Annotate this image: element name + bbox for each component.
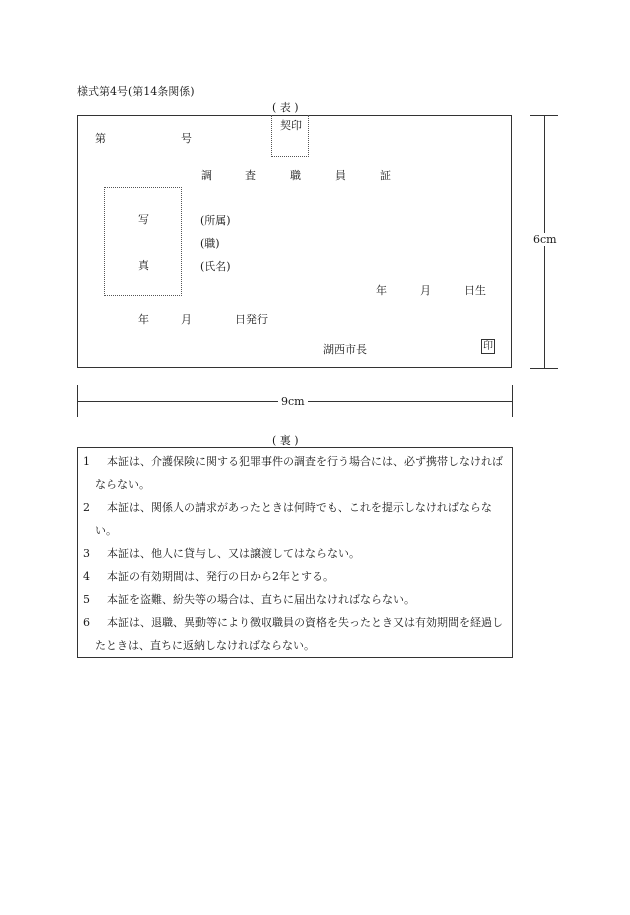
position-label: (職) bbox=[200, 237, 220, 250]
seal-stamp: 印 bbox=[483, 341, 493, 352]
front-side-label: ( 表 ) bbox=[272, 101, 299, 114]
rule-item-number: 3 bbox=[83, 547, 90, 560]
photo-label-char: 真 bbox=[138, 259, 149, 272]
height-dimension-tick-top bbox=[530, 115, 558, 116]
rule-item-number: 6 bbox=[83, 616, 90, 629]
rule-item-continuation: たときは、直ちに返納しなければならない。 bbox=[95, 639, 315, 652]
number-suffix: 号 bbox=[181, 132, 192, 145]
rule-item-text: 本証は、他人に貸与し、又は譲渡してはならない。 bbox=[107, 547, 360, 560]
form-title: 様式第4号(第14条関係) bbox=[77, 85, 195, 98]
height-dimension-label: 6cm bbox=[530, 233, 560, 246]
affiliation-label: (所属) bbox=[200, 214, 231, 227]
rule-item-text: 本証は、介護保険に関する犯罪事件の調査を行う場合には、必ず携帯しなければ bbox=[107, 455, 503, 468]
rule-item-number: 5 bbox=[83, 593, 90, 606]
rule-item-number: 4 bbox=[83, 570, 90, 583]
card-title-char: 職 bbox=[290, 169, 301, 182]
rule-item-text: 本証の有効期間は、発行の日から2年とする。 bbox=[107, 570, 334, 583]
photo-label-char: 写 bbox=[138, 213, 149, 226]
card-title-char: 証 bbox=[380, 169, 391, 182]
tally-stamp-label: 契印 bbox=[280, 119, 302, 132]
rule-item-continuation: い。 bbox=[95, 524, 117, 537]
issue-day: 日発行 bbox=[235, 313, 268, 326]
rule-item-text: 本証は、退職、異動等により徴収職員の資格を失ったとき又は有効期間を経過し bbox=[107, 616, 503, 629]
number-prefix: 第 bbox=[95, 132, 106, 145]
birth-day: 日生 bbox=[464, 284, 486, 297]
back-side-label: ( 裏 ) bbox=[272, 434, 299, 447]
card-title-char: 査 bbox=[245, 169, 256, 182]
width-dimension-tick-left bbox=[77, 385, 78, 417]
name-label: (氏名) bbox=[200, 260, 231, 273]
rule-item-number: 1 bbox=[83, 455, 90, 468]
width-dimension-tick-right bbox=[512, 385, 513, 417]
rule-item-text: 本証は、関係人の請求があったときは何時でも、これを提示しなければならな bbox=[107, 501, 492, 514]
rule-item-text: 本証を盗難、紛失等の場合は、直ちに届出なければならない。 bbox=[107, 593, 415, 606]
card-title-char: 調 bbox=[201, 169, 212, 182]
width-dimension-label: 9cm bbox=[278, 395, 308, 408]
issue-month: 月 bbox=[181, 313, 192, 326]
birth-year: 年 bbox=[376, 284, 387, 297]
height-dimension-tick-bottom bbox=[530, 368, 558, 369]
card-title-char: 員 bbox=[335, 169, 346, 182]
birth-month: 月 bbox=[420, 284, 431, 297]
issuer-name: 湖西市長 bbox=[323, 343, 367, 356]
rule-item-number: 2 bbox=[83, 501, 90, 514]
issue-year: 年 bbox=[138, 313, 149, 326]
photo-area bbox=[104, 187, 182, 296]
rule-item-continuation: ならない。 bbox=[95, 478, 150, 491]
